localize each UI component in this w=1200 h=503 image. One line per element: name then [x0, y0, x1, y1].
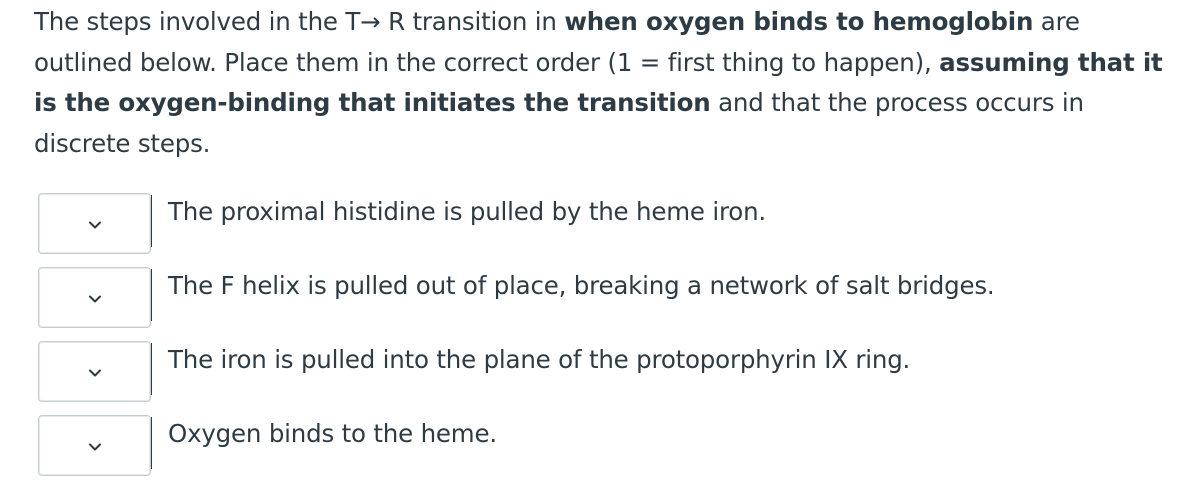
order-select[interactable] — [38, 341, 151, 402]
order-select[interactable] — [38, 415, 151, 476]
divider — [151, 269, 152, 321]
question-part-3: are outlined below. Place them in the correct order (1 = first thing to happen), — [34, 7, 1080, 77]
step-label: Oxygen binds to the heme. — [168, 419, 497, 448]
question-text — [34, 2, 1174, 164]
question-emphasis-2: assuming that it is the oxygen-binding that initiates the transition — [34, 47, 1163, 117]
chevron-down-icon — [88, 218, 102, 232]
ordering-item — [38, 264, 1158, 338]
chevron-down-icon — [88, 366, 102, 380]
ordering-list — [38, 190, 1158, 486]
ordering-item — [38, 190, 1158, 264]
chevron-down-icon — [88, 292, 102, 306]
step-label: The iron is pulled into the plane of the protoporphyrin IX ring. — [168, 345, 911, 374]
arrow-symbol: → — [360, 7, 381, 36]
step-label: The F helix is pulled out of place, breaking a network of salt bridges. — [168, 271, 995, 300]
divider — [151, 417, 152, 469]
divider — [151, 195, 152, 247]
step-label: The proximal histidine is pulled by the heme iron. — [168, 197, 766, 226]
question-part-2: R transition in — [380, 7, 565, 36]
divider — [151, 343, 152, 395]
order-select[interactable] — [38, 193, 151, 254]
question-part-4: and that the process occurs in discrete steps. — [34, 88, 1084, 158]
chevron-down-icon — [88, 440, 102, 454]
question-part-1: The steps involved in the T — [34, 7, 361, 36]
ordering-item — [38, 338, 1158, 412]
ordering-item — [38, 412, 1158, 486]
question-emphasis-1: when oxygen binds to hemoglobin — [564, 7, 1034, 36]
order-select[interactable] — [38, 267, 151, 328]
